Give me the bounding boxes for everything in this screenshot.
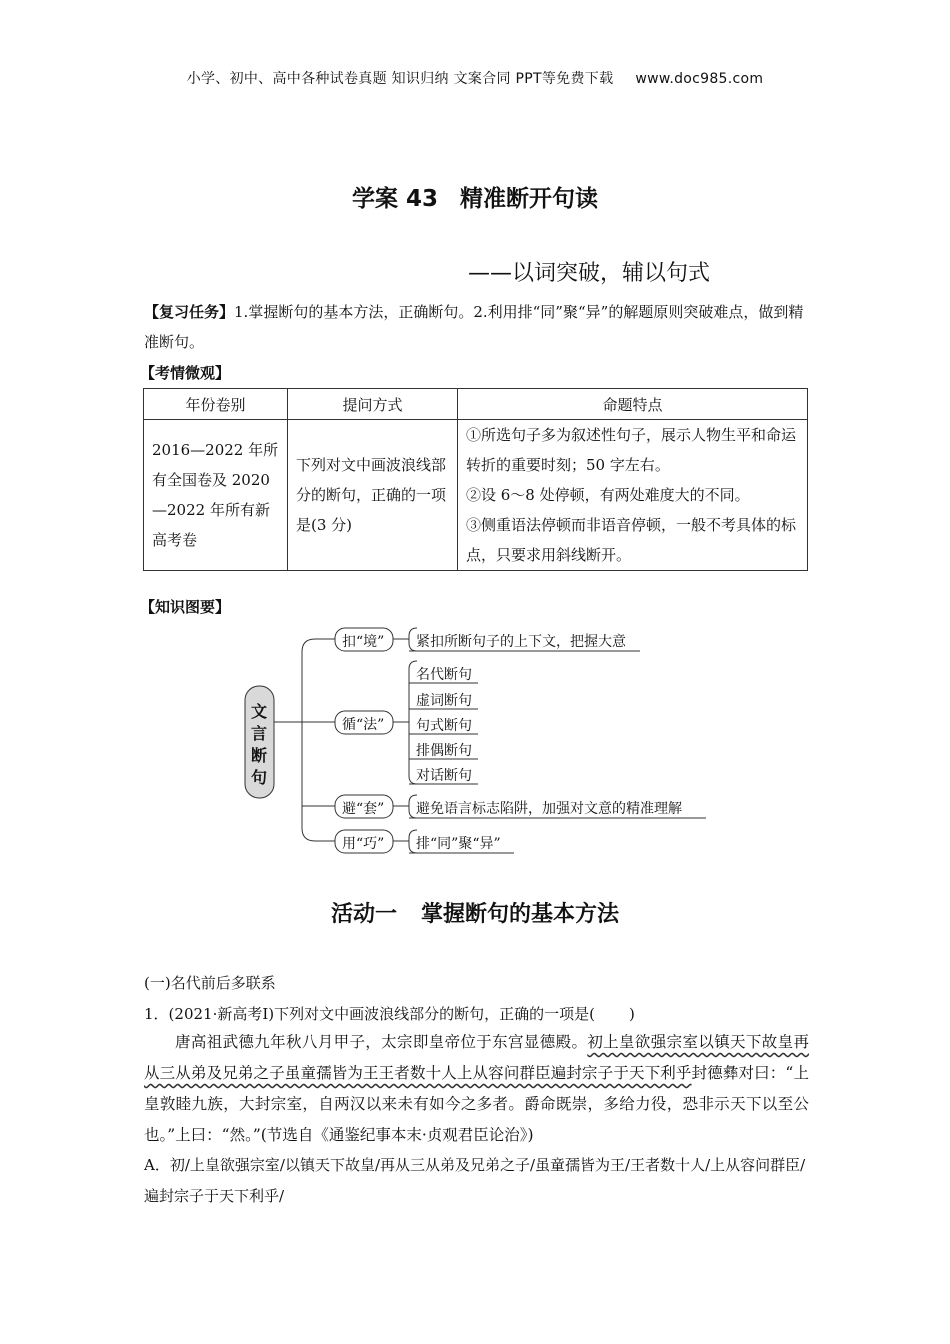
feature-item: ②设 6～8 处停顿，有两处难度大的不同。	[466, 486, 750, 504]
root-char: 言	[251, 724, 268, 743]
table-cell-year: 2016—2022 年所有全国卷及 2020—2022 年所有新高考卷	[144, 420, 288, 571]
table-header: 提问方式	[288, 389, 458, 420]
feature-item: ①所选句子多为叙述性句子，展示人物生平和命运转折的重要时刻；50 字左右。	[466, 426, 797, 474]
root-char: 断	[251, 746, 268, 765]
option-a[interactable]: A．初/上皇欲强宗室/以镇天下故皇/再从三从弟及兄弟之子/虽童孺皆为王/王者数十人/上从容问群臣/遍封宗子于天下利乎/	[144, 1156, 806, 1205]
title-part2: 精准断开句读	[460, 186, 598, 212]
leaf-label: 紧扣所断句子的上下文，把握大意	[416, 634, 626, 650]
knowledge-tag: 【知识图要】	[140, 598, 231, 616]
header-site-link[interactable]: www.doc985.com	[635, 71, 764, 87]
exam-tag: 【考情微观】	[140, 364, 231, 382]
leaf-label: 对话断句	[416, 768, 472, 784]
feature-item: ③侧重语法停顿而非语音停顿，一般不考具体的标点，只要求用斜线断开。	[466, 516, 797, 564]
review-text: 1.掌握断句的基本方法，正确断句。2.利用排“同”聚“异”的解题原则突破难点，做到精准断句。	[144, 303, 804, 351]
activity-part1: 活动一	[330, 902, 397, 927]
header-text: 小学、初中、高中各种试卷真题 知识归纳 文案合同 PPT等免费下载	[186, 71, 614, 87]
question-stem-text: 1．(2021·新高考Ⅰ)下列对文中画波浪线部分的断句，正确的一项是(	[144, 1005, 595, 1023]
leaf-label: 排偶断句	[416, 743, 472, 759]
question-passage	[144, 1027, 809, 1151]
branch-label: 避“套”	[342, 801, 385, 817]
leaf-label: 句式断句	[416, 718, 472, 734]
root-char: 句	[251, 768, 268, 787]
root-char: 文	[251, 702, 268, 721]
passage-intro: 唐高祖武德九年秋八月甲子，太宗即皇帝位于东宫显德殿。	[175, 1033, 588, 1051]
question-stem-close: )	[628, 1005, 635, 1023]
activity-part2: 掌握断句的基本方法	[421, 902, 620, 927]
passage-rest: 封德彝对曰：“上皇敦睦九族，大封宗室，自两汉以来未有如今之多者。爵命既崇，多给力役，恐非示天下以至公也。”上曰：“然。”(节选自《通鉴纪事本末·贞观君臣论治》)	[144, 1064, 809, 1144]
passage-wavy: 初上皇欲强宗室以镇天下故皇再从三从弟及兄弟之子虽童孺皆为王王者数十人上从容问群臣遍封宗子于天下利乎	[144, 1033, 809, 1082]
diagram-root	[251, 701, 267, 789]
leaf-label: 名代断句	[416, 667, 472, 683]
leaf-label: 避免语言标志陷阱，加强对文意的精准理解	[416, 801, 682, 817]
review-tag: 【复习任务】	[144, 303, 235, 321]
title-part1: 学案 43	[351, 186, 438, 212]
page-subtitle: ——以词突破，辅以句式	[468, 261, 711, 286]
branch-label: 用“巧”	[342, 836, 385, 852]
table-cell-question: 下列对文中画波浪线部分的断句，正确的一项是(3 分)	[288, 420, 458, 571]
question-stem	[144, 1003, 635, 1024]
branch-label: 扣“境”	[342, 634, 385, 650]
subsection-heading: (一)名代前后多联系	[144, 974, 276, 992]
table-header: 命题特点	[458, 389, 808, 420]
activity-title	[0, 897, 950, 928]
branch-label: 循“法”	[342, 717, 385, 733]
table-header: 年份卷别	[144, 389, 288, 420]
leaf-label: 排“同”聚“异”	[416, 836, 501, 852]
leaf-label: 虚词断句	[416, 693, 472, 709]
